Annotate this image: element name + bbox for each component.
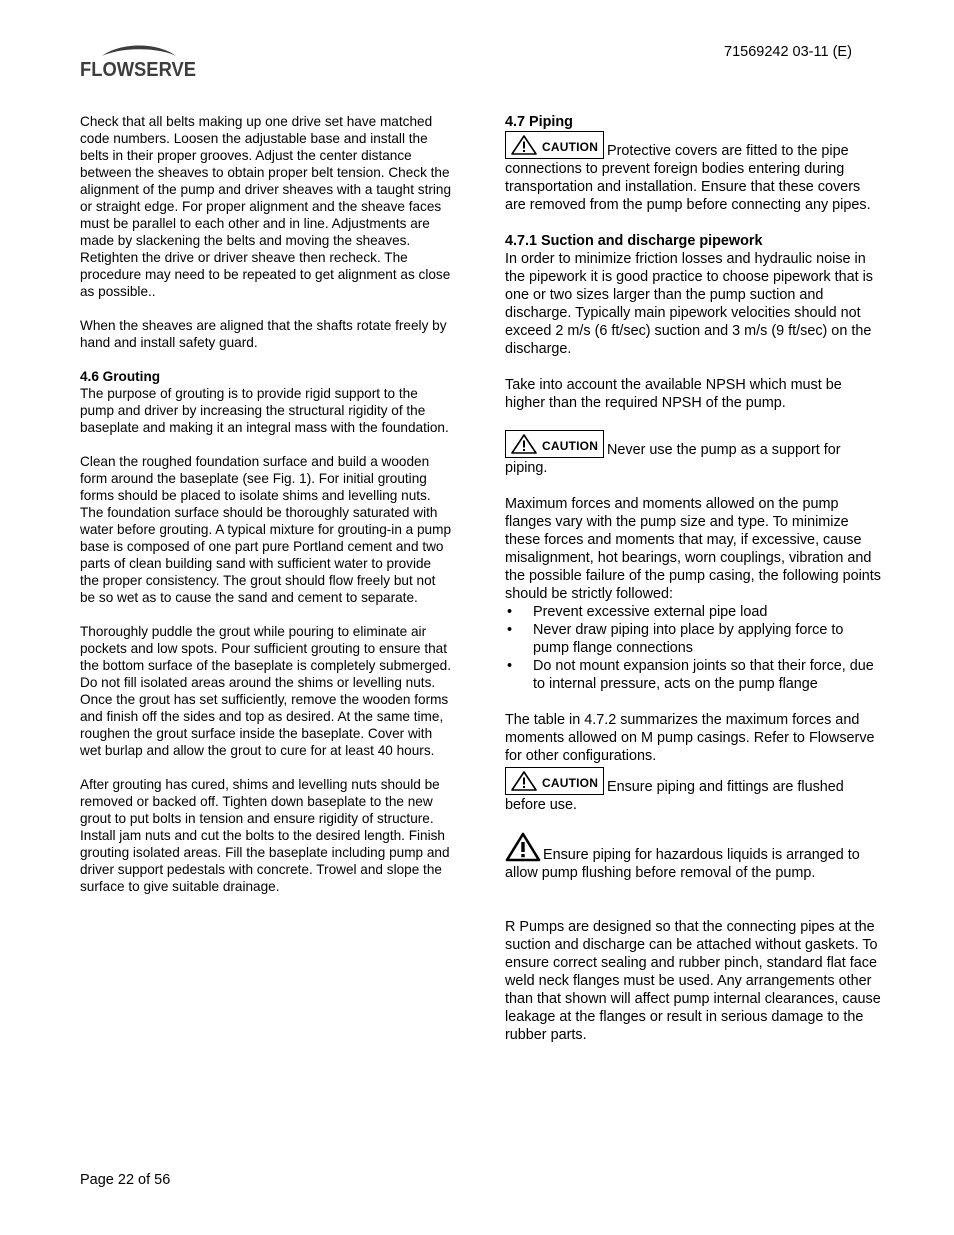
belts-paragraph: Check that all belts making up one drive set have matched code numbers. Loosen the adjustable base and install the belts in their proper grooves. Adjust the center distance between the sheaves to obtain proper belt tension. Check the alignment of the pump and driver sheaves with a taught string or straight edge. For proper alignment and the sheave faces must be parallel to each other and in line. Adjustments are made by slackening the belts and moving the sheaves. Retighten the drive or driver sheave then recheck. The procedure may need to be repeated to get alignment as close as possible.. [80, 114, 452, 299]
r-pumps-paragraph: R Pumps are designed so that the connecting pipes at the suction and discharge can be attached without gaskets. To ensure correct sealing and rubber pinch, standard flat face weld neck flanges must be used. Any arrangements other than that shown will affect pump internal clearances, cause leakage at the flanges or result in serious damage to the rubber parts. [505, 919, 881, 1043]
grouting-heading: 4.6 Grouting [80, 369, 161, 384]
svg-text:FLOWSERVE: FLOWSERVE [80, 59, 196, 80]
hazard-triangle-icon [505, 832, 541, 862]
warning-triangle-icon [511, 771, 537, 791]
list-item: • Never draw piping into place by applying force to pump flange connections [505, 621, 883, 657]
hazard-text: Ensure piping for hazardous liquids is arranged to allow pump flushing before removal of the pump. [505, 847, 860, 881]
npsh-paragraph: Take into account the available NPSH which must be higher than the required NPSH of the pump. [505, 377, 842, 411]
caution-covers-paragraph [505, 131, 883, 214]
caution-covers-text: Protective covers are fitted to the pipe connections to prevent foreign bodies entering during transportation and installation. Ensure that these covers are removed from the pump before connecting any pipes. [505, 143, 871, 213]
caution-label: CAUTION [542, 140, 599, 154]
page-number: Page 22 of 56 [80, 1172, 171, 1188]
forces-moments-paragraph: Maximum forces and moments allowed on the pump flanges vary with the pump size and type. To minimize these forces and moments that may, if excessive, cause misalignment, hot bearings, worn couplings, vibration and the possible failure of the pump casing, the following points should be strictly followed: [505, 496, 881, 602]
caution-badge [505, 767, 604, 795]
warning-triangle-icon [511, 434, 537, 454]
hazard-paragraph [505, 832, 883, 882]
document-id: 71569242 03-11 (E) [724, 44, 852, 60]
flowserve-logo-icon [80, 44, 198, 80]
suction-discharge-heading: 4.7.1 Suction and discharge pipework [505, 233, 763, 249]
grouting-purpose-paragraph: The purpose of grouting is to provide rigid support to the pump and driver by increasing the structural rigidity of the baseplate and making it an integral mass with the foundation. [80, 386, 449, 435]
piping-heading: 4.7 Piping [505, 114, 573, 130]
caution-support-text: Never use the pump as a support for piping. [505, 442, 841, 476]
caution-label: CAUTION [542, 439, 599, 453]
caution-flush-paragraph [505, 767, 883, 814]
grouting-pour-paragraph: Thoroughly puddle the grout while pouring to eliminate air pockets and low spots. Pour sufficient grouting to ensure that the bottom surface of the baseplate is completely submerged. Do not fill isolated areas around the shims or levelling nuts. Once the grout has set sufficiently, remove the wooden forms and finish off the sides and top as desired. At the same time, roughen the grout surface inside the baseplate. Cover with wet burlap and allow the grout to cure for at least 40 hours. [80, 624, 452, 758]
grouting-cure-paragraph: After grouting has cured, shims and levelling nuts should be removed or backed off. Tighten down baseplate to the new grout to put bolts in tension and ensure rigidity of structure. Install jam nuts and cut the bolts to the desired length. Finish grouting isolated areas. Fill the baseplate including pump and driver support pedestals with concrete. Trowel and slope the surface to give suitable drainage. [80, 777, 450, 894]
warning-triangle-icon [511, 135, 537, 155]
list-item: • Do not mount expansion joints so that their force, due to internal pressure, acts on the pump flange [505, 657, 883, 693]
left-column [80, 113, 452, 912]
caution-flush-text: Ensure piping and fittings are flushed before use. [505, 779, 844, 813]
flowserve-logo [80, 44, 198, 80]
pipework-size-paragraph: In order to minimize friction losses and hydraulic noise in the pipework it is good practice to choose pipework that is one or two sizes larger than the pump suction and discharge. Typically main pipework velocities should not exceed 2 m/s (6 ft/sec) suction and 3 m/s (9 ft/sec) on the discharge. [505, 251, 873, 357]
sheaves-paragraph: When the sheaves are aligned that the shafts rotate freely by hand and install safety guard. [80, 318, 447, 350]
caution-badge [505, 430, 604, 458]
list-item: • Prevent excessive external pipe load [505, 603, 883, 621]
pipe-load-list [505, 603, 883, 693]
caution-badge [505, 131, 604, 159]
caution-support-paragraph [505, 430, 883, 477]
caution-label: CAUTION [542, 776, 599, 790]
right-column [505, 113, 883, 1062]
grouting-prep-paragraph: Clean the roughed foundation surface and build a wooden form around the baseplate (see Fig. 1). For initial grouting forms should be placed to isolate shims and levelling nuts. The foundation surface should be thoroughly saturated with water before grouting. A typical mixture for grouting-in a pump base is composed of one part pure Portland cement and two parts of clean building sand with sufficient water to provide the proper consistency. The grout should flow freely but not be so wet as to cause the sand and cement to separate. [80, 454, 451, 605]
forces-table-paragraph: The table in 4.7.2 summarizes the maximum forces and moments allowed on M pump casings. Refer to Flowserve for other configurations. [505, 712, 875, 764]
